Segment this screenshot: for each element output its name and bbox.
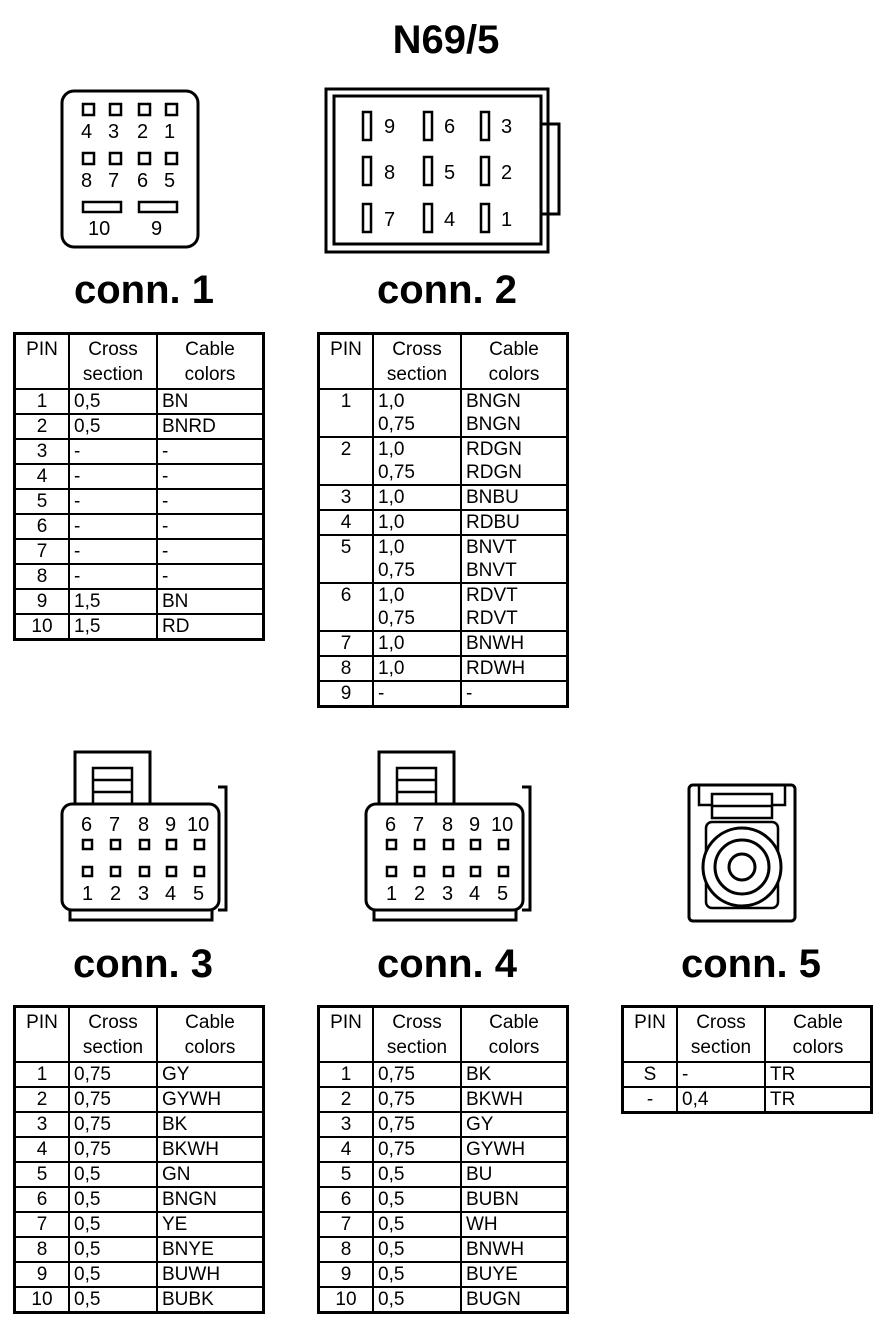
cross-section-cell (69, 1137, 157, 1162)
pin-number: 10 (319, 1287, 374, 1313)
table-row (319, 1237, 568, 1262)
pin-label: 9 (165, 814, 177, 836)
pin-label: 3 (138, 883, 150, 905)
cable-colors-cell (461, 1262, 568, 1287)
header-cable-colors: Cable colors (765, 1007, 872, 1063)
connector-3-table (13, 1005, 265, 1314)
cable-colors-cell (765, 1062, 872, 1087)
cross-section-value: - (74, 541, 81, 562)
connector-3-label: conn. 3 (72, 942, 214, 986)
pin-number: 6 (15, 1187, 70, 1212)
cable-color-value: BNVT (466, 537, 517, 558)
cable-colors-cell (157, 1087, 264, 1112)
header-pin: PIN (319, 334, 374, 390)
cable-colors-cell (461, 1187, 568, 1212)
table-row (319, 1262, 568, 1287)
pin-label: 2 (110, 883, 122, 905)
cross-section-value: 0,5 (378, 1239, 405, 1260)
cable-color-value: WH (466, 1214, 498, 1235)
pin-number: 9 (319, 681, 374, 707)
cross-section-cell (373, 1087, 461, 1112)
header-cross-section: Cross section (69, 1007, 157, 1063)
cross-section-value: 0,75 (378, 608, 415, 629)
table-row (319, 1137, 568, 1162)
pin-number: 4 (15, 1137, 70, 1162)
cross-section-value: 0,5 (74, 1164, 101, 1185)
cross-section-value: 1,0 (378, 585, 405, 606)
cross-section-value: - (74, 441, 81, 462)
pin-number: 3 (15, 1112, 70, 1137)
cable-color-value: BUGN (466, 1289, 521, 1310)
cable-color-value: BNYE (162, 1239, 214, 1260)
cable-color-value: RDBU (466, 512, 520, 533)
pin-number: 2 (15, 414, 70, 439)
cable-color-value: GN (162, 1164, 191, 1185)
cross-section-cell (373, 1062, 461, 1087)
pin-label: 4 (444, 209, 456, 231)
pin-label: 1 (386, 883, 398, 905)
cable-color-value: BNGN (162, 1189, 217, 1210)
connector-4-label: conn. 4 (376, 942, 518, 986)
table-row (15, 1112, 264, 1137)
cable-color-value: - (162, 541, 169, 562)
table-header-row (319, 1007, 568, 1063)
header-pin: PIN (623, 1007, 678, 1063)
cross-section-value: 1,0 (378, 633, 405, 654)
pin-number: 8 (319, 1237, 374, 1262)
pin-label: 1 (82, 883, 94, 905)
header-cable-colors: Cable colors (157, 1007, 264, 1063)
cable-colors-cell (157, 1212, 264, 1237)
pin-label: 7 (413, 814, 425, 836)
pin-number: 9 (319, 1262, 374, 1287)
cross-section-cell (69, 1237, 157, 1262)
cable-colors-cell (461, 1062, 568, 1087)
table-row (623, 1087, 872, 1113)
pin-label: 4 (469, 883, 481, 905)
pin-number: 4 (319, 1137, 374, 1162)
cross-section-value: 0,75 (378, 1064, 415, 1085)
table-row (623, 1062, 872, 1087)
cross-section-value: 0,5 (74, 1239, 101, 1260)
cross-section-value: 0,75 (74, 1089, 111, 1110)
cable-color-value: RDWH (466, 658, 526, 679)
cross-section-cell (373, 1262, 461, 1287)
cable-color-value: BNGN (466, 391, 521, 412)
cable-color-value: GY (162, 1064, 190, 1085)
cross-section-cell (69, 1162, 157, 1187)
cable-color-value: BNBU (466, 487, 519, 508)
cross-section-value: 0,5 (74, 1264, 101, 1285)
cross-section-cell (69, 1212, 157, 1237)
cross-section-value: - (74, 466, 81, 487)
cable-color-value: BUBN (466, 1189, 519, 1210)
connector-5-label: conn. 5 (680, 942, 822, 986)
pin-label: 6 (137, 170, 149, 192)
pin-label: 3 (501, 116, 513, 138)
cable-colors-cell (157, 1112, 264, 1137)
header-cross-section: Cross section (373, 1007, 461, 1063)
table-row (319, 1112, 568, 1137)
page-title: N69/5 (392, 18, 500, 62)
cable-colors-cell (461, 1162, 568, 1187)
cross-section-cell (373, 1137, 461, 1162)
cross-section-cell (69, 1262, 157, 1287)
cross-section-value: 0,75 (378, 1089, 415, 1110)
pin-number: 2 (319, 437, 374, 485)
cable-color-value: - (466, 683, 473, 704)
pin-number: 6 (319, 583, 374, 631)
cross-section-value: 0,75 (378, 1114, 415, 1135)
cable-color-value: YE (162, 1214, 188, 1235)
table-header-row (15, 1007, 264, 1063)
cross-section-value: 1,0 (378, 658, 405, 679)
cable-color-value: - (162, 441, 169, 462)
cable-colors-cell (461, 1137, 568, 1162)
cable-color-value: BKWH (466, 1089, 523, 1110)
pin-number: 8 (15, 1237, 70, 1262)
cross-section-value: 1,5 (74, 616, 101, 637)
header-cable-colors: Cable colors (461, 334, 568, 390)
pin-label: 6 (81, 814, 93, 836)
cable-color-value: RDGN (466, 462, 522, 483)
cable-color-value: BN (162, 591, 189, 612)
cross-section-cell (69, 1087, 157, 1112)
table-row (15, 1287, 264, 1313)
cable-color-value: BUBK (162, 1289, 214, 1310)
cross-section-value: - (682, 1064, 689, 1085)
cross-section-value: 0,5 (74, 416, 101, 437)
pin-number: 8 (15, 564, 70, 589)
cross-section-cell (69, 1062, 157, 1087)
cross-section-value: 0,5 (74, 391, 101, 412)
cross-section-cell (373, 1162, 461, 1187)
pin-label: 2 (501, 162, 513, 184)
cross-section-cell (677, 1087, 765, 1113)
table-row (319, 1087, 568, 1112)
cable-color-value: BNWH (466, 633, 525, 654)
cable-color-value: BNVT (466, 560, 517, 581)
pin-label: 8 (442, 814, 454, 836)
pin-label: 1 (501, 209, 513, 231)
pin-label: 7 (384, 209, 396, 231)
cross-section-cell (373, 1212, 461, 1237)
cross-section-value: 0,5 (74, 1214, 101, 1235)
header-cross-section: Cross section (69, 334, 157, 390)
pin-number: 1 (319, 1062, 374, 1087)
pin-label: 10 (491, 814, 514, 836)
pin-label: 9 (151, 218, 163, 240)
cross-section-value: 0,5 (378, 1164, 405, 1185)
cable-color-value: BNRD (162, 416, 216, 437)
cable-color-value: GYWH (466, 1139, 526, 1160)
cross-section-value: 0,5 (378, 1189, 405, 1210)
cable-color-value: RDVT (466, 608, 518, 629)
pin-number: 5 (319, 535, 374, 583)
pin-number: 2 (15, 1087, 70, 1112)
cable-colors-cell (157, 1262, 264, 1287)
cross-section-value: 0,75 (378, 560, 415, 581)
cable-color-value: TR (770, 1089, 796, 1110)
cross-section-cell (677, 1062, 765, 1087)
connector-2-label: conn. 2 (376, 268, 518, 312)
pin-number: 1 (15, 1062, 70, 1087)
cross-section-cell (69, 1187, 157, 1212)
cable-colors-cell (157, 1162, 264, 1187)
cable-color-value: TR (770, 1064, 796, 1085)
pin-number: 6 (15, 514, 70, 539)
pin-label: 2 (414, 883, 426, 905)
pin-label: 10 (88, 218, 111, 240)
pin-number: 5 (15, 489, 70, 514)
table-row (15, 1162, 264, 1187)
cable-color-value: BNGN (466, 414, 521, 435)
pin-number: 5 (319, 1162, 374, 1187)
pin-number: S (623, 1062, 678, 1087)
cable-color-value: BNWH (466, 1239, 525, 1260)
cable-colors-cell (157, 1237, 264, 1262)
cross-section-value: 0,75 (378, 414, 415, 435)
cross-section-cell (373, 1237, 461, 1262)
cross-section-value: 0,75 (378, 462, 415, 483)
table-row (319, 1062, 568, 1087)
cross-section-value: - (74, 491, 81, 512)
cross-section-cell (373, 1187, 461, 1212)
header-cable-colors: Cable colors (157, 334, 264, 390)
cross-section-value: 0,5 (378, 1264, 405, 1285)
pin-number: 5 (15, 1162, 70, 1187)
cross-section-value: 1,5 (74, 591, 101, 612)
pin-number: 1 (15, 389, 70, 414)
cross-section-value: 0,75 (74, 1114, 111, 1135)
table-row (15, 1237, 264, 1262)
cross-section-cell (69, 1112, 157, 1137)
pin-label: 3 (108, 121, 120, 143)
cable-colors-cell (157, 1137, 264, 1162)
table-row (319, 1162, 568, 1187)
header-pin: PIN (319, 1007, 374, 1063)
pin-number: 7 (15, 539, 70, 564)
header-pin: PIN (15, 1007, 70, 1063)
header-cross-section: Cross section (677, 1007, 765, 1063)
cross-section-value: 1,0 (378, 487, 405, 508)
cable-color-value: - (162, 516, 169, 537)
cross-section-value: 1,0 (378, 391, 405, 412)
table-row (15, 1137, 264, 1162)
cross-section-value: 1,0 (378, 537, 405, 558)
pin-label: 5 (193, 883, 205, 905)
pin-label: 7 (109, 814, 121, 836)
cable-color-value: GY (466, 1114, 494, 1135)
cable-colors-cell (157, 1187, 264, 1212)
cable-color-value: - (162, 566, 169, 587)
cable-colors-cell (461, 1212, 568, 1237)
cable-color-value: BN (162, 391, 189, 412)
table-row (15, 1262, 264, 1287)
cable-color-value: - (162, 466, 169, 487)
cross-section-value: - (74, 516, 81, 537)
cable-color-value: - (162, 491, 169, 512)
cross-section-value: 0,5 (74, 1289, 101, 1310)
cross-section-cell (373, 1112, 461, 1137)
table-header-row (623, 1007, 872, 1063)
pin-label: 10 (187, 814, 210, 836)
cable-colors-cell (461, 1087, 568, 1112)
pin-label: 5 (497, 883, 509, 905)
cable-color-value: BU (466, 1164, 493, 1185)
cable-colors-cell (461, 1237, 568, 1262)
cable-colors-cell (157, 1287, 264, 1313)
cross-section-value: - (378, 683, 385, 704)
cross-section-value: 0,75 (74, 1064, 111, 1085)
pin-number: 1 (319, 389, 374, 437)
pin-label: 9 (384, 116, 396, 138)
pin-number: 3 (319, 1112, 374, 1137)
pin-number: 10 (15, 1287, 70, 1313)
cross-section-value: 0,5 (378, 1214, 405, 1235)
pin-label: 5 (164, 170, 176, 192)
cross-section-value: 1,0 (378, 439, 405, 460)
cable-color-value: GYWH (162, 1089, 222, 1110)
cable-color-value: BUWH (162, 1264, 221, 1285)
pin-number: 6 (319, 1187, 374, 1212)
cable-color-value: BKWH (162, 1139, 219, 1160)
pin-label: 8 (384, 162, 396, 184)
table-row (319, 1187, 568, 1212)
table-row (15, 1187, 264, 1212)
cable-colors-cell (461, 1287, 568, 1313)
cross-section-value: 0,75 (378, 1139, 415, 1160)
pin-label: 7 (108, 170, 120, 192)
pin-number: 2 (319, 1087, 374, 1112)
pin-number: 7 (319, 631, 374, 656)
cross-section-value: 1,0 (378, 512, 405, 533)
connector-1-label: conn. 1 (73, 268, 215, 312)
pin-label: 6 (444, 116, 456, 138)
cable-color-value: BK (466, 1064, 492, 1085)
table-row (319, 1287, 568, 1313)
pin-number: 9 (15, 589, 70, 614)
pin-label: 8 (81, 170, 93, 192)
pin-number: 7 (319, 1212, 374, 1237)
pin-number: 4 (15, 464, 70, 489)
pin-number: 9 (15, 1262, 70, 1287)
cross-section-value: 0,75 (74, 1139, 111, 1160)
pin-label: 2 (137, 121, 149, 143)
pin-label: 5 (444, 162, 456, 184)
pin-label: 1 (164, 121, 176, 143)
connector-4-table (317, 1005, 569, 1314)
header-cable-colors: Cable colors (461, 1007, 568, 1063)
cable-colors-cell (461, 1112, 568, 1137)
cross-section-value: - (74, 566, 81, 587)
table-row (15, 1212, 264, 1237)
cable-color-value: RD (162, 616, 190, 637)
pin-number: - (623, 1087, 678, 1113)
pin-label: 3 (442, 883, 454, 905)
cross-section-cell (373, 1287, 461, 1313)
header-cross-section: Cross section (373, 334, 461, 390)
pin-label: 6 (385, 814, 397, 836)
pin-label: 4 (165, 883, 177, 905)
table-row (319, 1212, 568, 1237)
pin-number: 3 (15, 439, 70, 464)
pin-label: 8 (138, 814, 150, 836)
pin-number: 10 (15, 614, 70, 640)
pin-number: 4 (319, 510, 374, 535)
pin-number: 8 (319, 656, 374, 681)
connector-5-table (621, 1005, 873, 1114)
cable-color-value: RDGN (466, 439, 522, 460)
cross-section-value: 0,4 (682, 1089, 709, 1110)
table-row (15, 1062, 264, 1087)
cable-colors-cell (157, 1062, 264, 1087)
cable-color-value: RDVT (466, 585, 518, 606)
pin-number: 7 (15, 1212, 70, 1237)
table-row (15, 1087, 264, 1112)
pin-label: 4 (81, 121, 93, 143)
cable-colors-cell (765, 1087, 872, 1113)
cable-color-value: BK (162, 1114, 188, 1135)
cross-section-value: 0,5 (74, 1189, 101, 1210)
cross-section-value: 0,5 (378, 1289, 405, 1310)
cable-color-value: BUYE (466, 1264, 518, 1285)
cross-section-cell (69, 1287, 157, 1313)
pin-label: 9 (469, 814, 481, 836)
pin-number: 3 (319, 485, 374, 510)
header-pin: PIN (15, 334, 70, 390)
